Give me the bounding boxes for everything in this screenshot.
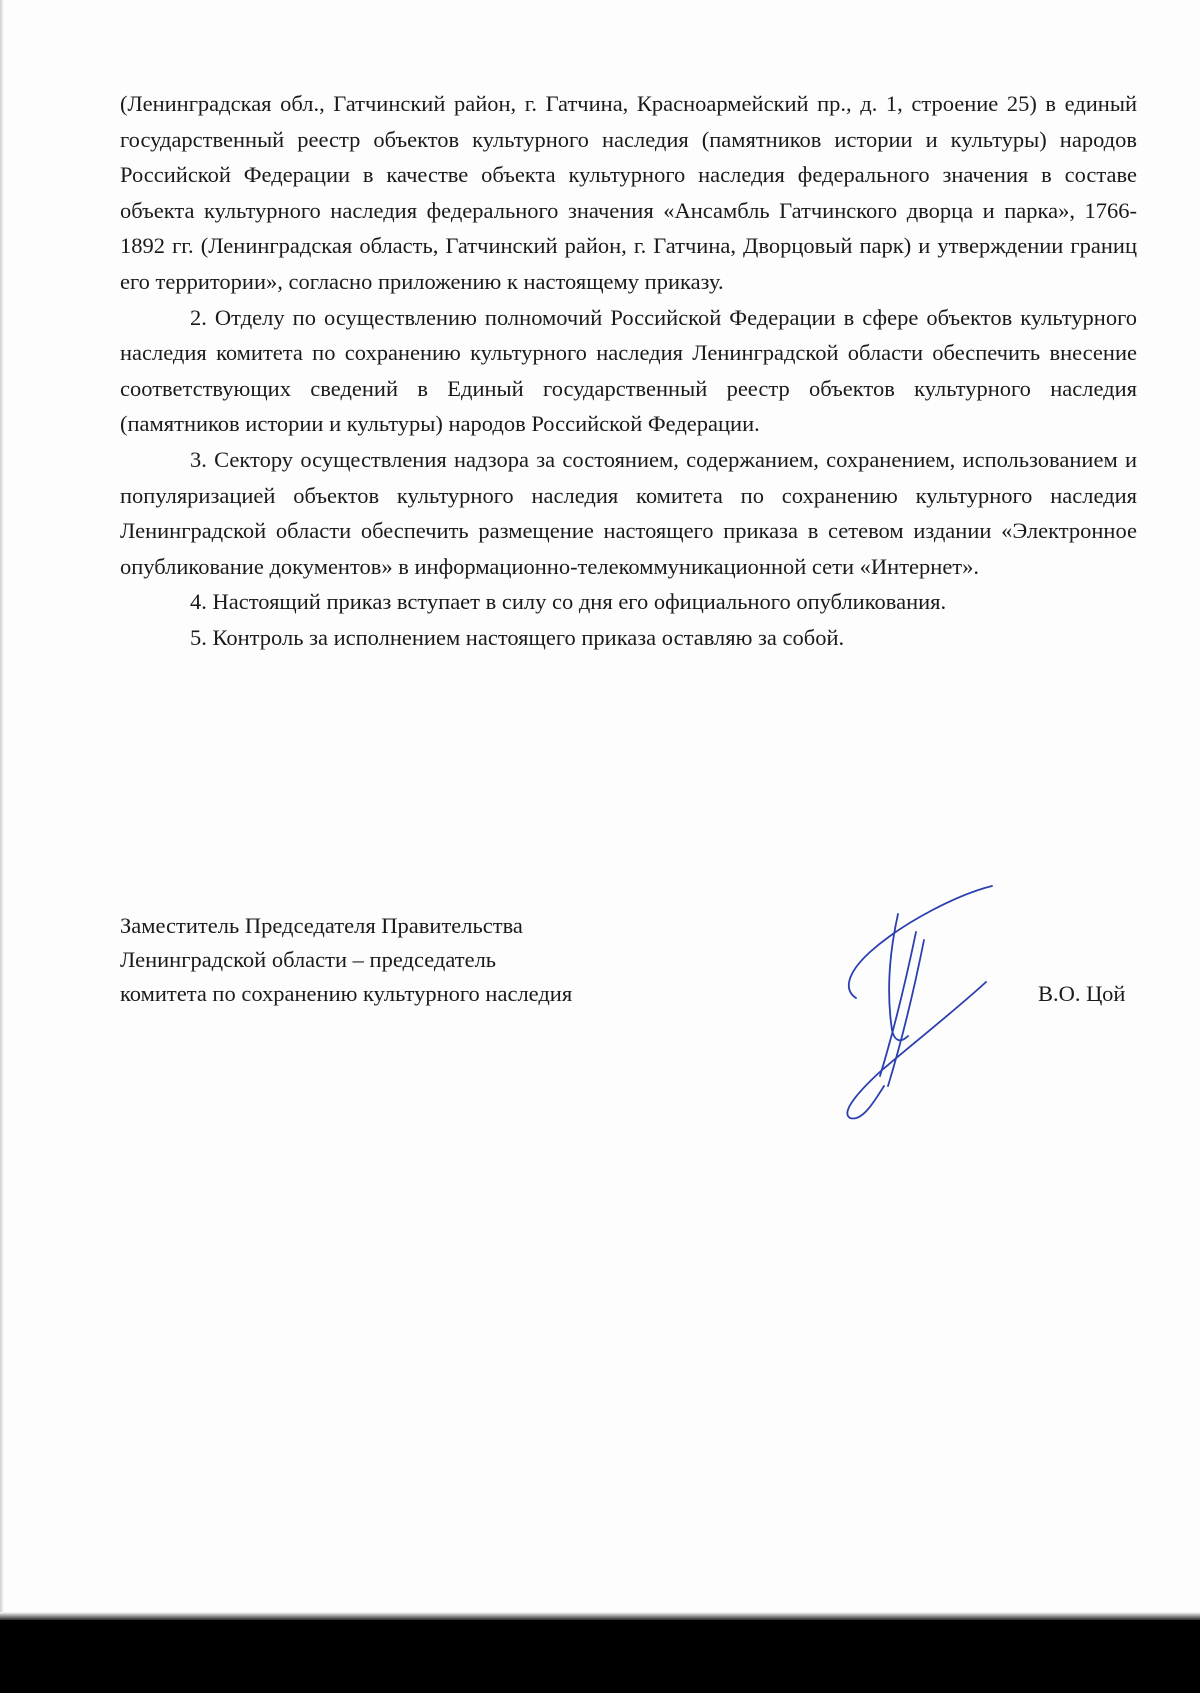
paragraph-item-4: 4. Настоящий приказ вступает в силу со дня его официального опубликования. (190, 589, 947, 615)
signer-position-line: Ленинградской области – председатель (120, 947, 497, 972)
document-body (120, 86, 1137, 656)
signer-position-line: Заместитель Председателя Правительства (120, 913, 523, 938)
paragraph-continuation: (Ленинградская обл., Гатчинский район, г. Гатчина, Красноармейский пр., д. 1, строение 25) в единый государственный реестр объектов культурного наследия (памятников истории и культуры) народов Российской Федерации в качестве объекта культурного наследия федерального значения в составе объекта культурного наследия федерального значения «Ансамбль Гатчинского дворца и парка», 1766-1892 гг. (Ленинградская область, Гатчинский район, г. Гатчина, Дворцовый парк) и утверждении границ его территории», согласно приложению к настоящему приказу. (120, 91, 1137, 294)
paragraph-item-2: 2. Отделу по осуществлению полномочий Российской Федерации в сфере объектов культурного наследия комитета по сохранению культурного наследия Ленинградской области обеспечить внесение соответствующих сведений в Единый государственный реестр объектов культурного наследия (памятников истории и культуры) народов Российской Федерации. (120, 304, 1137, 437)
scan-bottom-bar (0, 1620, 1200, 1693)
paragraph-item-5: 5. Контроль за исполнением настоящего приказа оставляю за собой. (190, 624, 845, 650)
signer-position-line: комитета по сохранению культурного наследия (120, 981, 573, 1006)
handwritten-signature (810, 880, 1010, 1130)
scan-edge (0, 0, 4, 1693)
signer-position (120, 909, 720, 1011)
signer-name: В.О. Цой (1038, 981, 1126, 1006)
paragraph-item-3: 3. Сектору осуществления надзора за состоянием, содержанием, сохранением, использованием и популяризацией объектов культурного наследия комитета по сохранению культурного наследия Ленинградской области обеспечить размещение настоящего приказа в сетевом издании «Электронное опубликование документов» в информационно-телекоммуникационной сети «Интернет». (120, 446, 1137, 579)
scan-shadow (0, 1612, 1200, 1620)
